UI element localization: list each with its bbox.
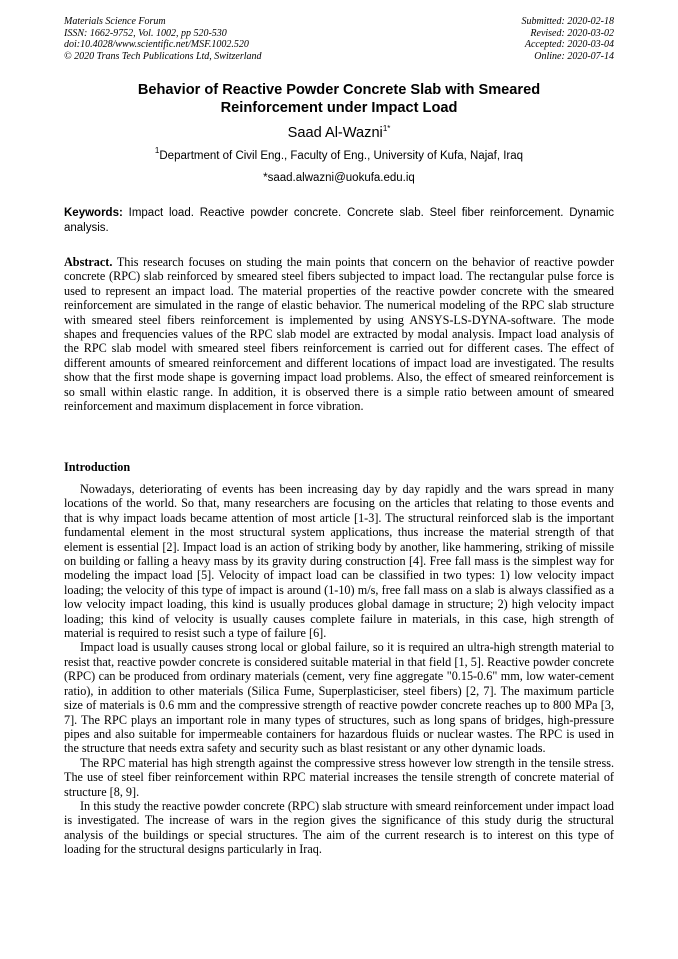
abstract	[64, 255, 614, 413]
author	[64, 124, 614, 142]
abstract-label: Abstract.	[64, 255, 113, 269]
intro-paragraph-2: Impact load is usually causes strong local or global failure, so it is required an ultra-high strength material to resist that, reactive powder concrete is considered suitable material in that field [1, 5]. Reactive powder concrete (RPC) can be produced from ordinary materials (cement, very fine aggregate "0.15-0.6" mm, low water-cement ratio), in addition to other materials (Silica Fume, Superplasticiser, steel fibers) [2, 7]. The maximum particle size of materials is 0.6 mm and the compressive strength of reactive powder concrete reaches up to 800 MPa [3, 7]. The RPC plays an important role in many types of structures, such as long spans of bridges, high-pressure pipes and also suitable for impermeable containers for hazardous fluids or nuclear wastes. The RPC is used in the structure that needs extra safety and security such as blast resistant or any other dynamic loads.	[64, 640, 614, 756]
copyright: © 2020 Trans Tech Publications Ltd, Switzerland	[64, 50, 262, 62]
keywords-text: Impact load. Reactive powder concrete. Concrete slab. Steel fiber reinforcement. Dynamic analysis.	[64, 207, 614, 234]
title-line-2: Reinforcement under Impact Load	[220, 100, 458, 116]
journal-info	[64, 16, 262, 62]
journal-name: Materials Science Forum	[64, 16, 166, 27]
intro-paragraph-3: The RPC material has high strength against the compressive stress however low strength in the tensile stress. The use of steel fiber reinforcement within RPC material increases the tensile strength of concrete material of structure [8, 9].	[64, 755, 614, 799]
doi-link[interactable]: doi:10.4028/www.scientific.net/MSF.1002.520	[64, 39, 249, 51]
author-mark: 1*	[382, 124, 391, 133]
keywords-label: Keywords:	[64, 207, 123, 219]
paper-title	[64, 81, 614, 117]
revised-date: Revised: 2020-03-02	[530, 27, 614, 39]
affiliation-mark: 1	[154, 146, 160, 155]
affiliation-text: Department of Civil Eng., Faculty of Eng., University of Kufa, Najaf, Iraq	[159, 150, 524, 162]
accepted-date: Accepted: 2020-03-04	[524, 39, 614, 51]
submitted-date: Submitted: 2020-02-18	[521, 16, 614, 27]
author-name: Saad Al-Wazni	[287, 125, 383, 141]
online-date: Online: 2020-07-14	[534, 50, 614, 62]
intro-paragraph-4: In this study the reactive powder concrete (RPC) slab structure with smeard reinforcement under impact load is investigated. The increase of wars in the region gives the significance of this study durig the structural analysis of the buildings or special structures. The aim of the current research is to interest on this type of loading for the structural designs particularly in Iraq.	[64, 798, 614, 857]
abstract-text: This research focuses on studing the main points that concern on the behavior of reactive powder concrete (RPC) slab reinforced by smeared steel fibers subjected to impact load. The rectangular pulse force is used to represent an impact load. The material properties of the reactive powder concrete with the smeared reinforcement are simulated in the range of elastic behavior. The numerical modeling of the RPC slab structure with smeared steel fibers reinforcement is implemented by using ANSYS-LS-DYNA-software. The mode shapes and frequencies values of the RPC slab model are extracted by modal analysis. Impact load analysis of the RPC slab model with smeared steel fibers reinforcement is carried out for different cases. The effect of different amounts of smeared reinforcement and different locations of impact load are investigated. The results show that the first mode shape is governing impact load problems. Also, the effect of smeared reinforcement is so small within elastic range. In addition, it is observed there is a simple ratio between amount of smeared reinforcement and maximum displacement in force vibration.	[64, 255, 614, 414]
intro-paragraph-1: Nowadays, deteriorating of events has been increasing day by day rapidly and the wars spread in many locations of the world. So that, many researchers are focusing on the articles that relating to those events and that is why impact loads became attention of most article [1-3]. The structural reinforced slab is the important fundamental element in the most structural system applications, thus increase the material strength of that element is essential [2]. Impact load is an action of striking body by another, like hammering, striking of missile on building or falling a heavy mass by its gravity during construction [4]. Free fall mass is the simplest way for modeling the impact load [5]. Velocity of impact load can be classified in two types: 1) low velocity impact loading; the velocity of this type of impact is around (1-10) m/s, free fall mass on a slab is always classified as a low velocity impact loading, this kind is usually produces global damage in structure; 2) high velocity impact loading; this kind of velocity is usually causes complete failure in materials, in this case, high strength of material is required to resist such a type of failure [6].	[64, 482, 614, 641]
author-email[interactable]: *saad.alwazni@uokufa.edu.iq	[263, 172, 415, 184]
title-line-1: Behavior of Reactive Powder Concrete Slab with Smeared	[137, 82, 541, 98]
introduction-body	[64, 482, 614, 857]
issn-volume: ISSN: 1662-9752, Vol. 1002, pp 520-530	[64, 27, 227, 39]
section-heading-introduction: Introduction	[64, 460, 131, 474]
publication-dates	[522, 16, 615, 62]
affiliation	[64, 146, 614, 164]
keywords	[64, 206, 614, 236]
